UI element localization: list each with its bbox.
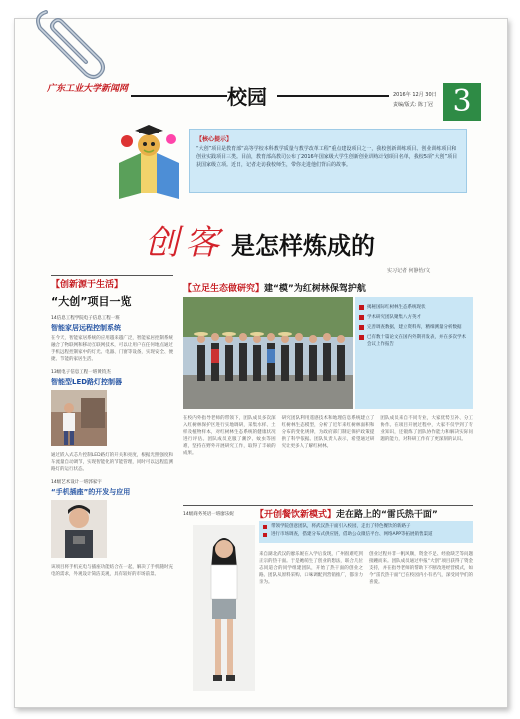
research-col-1: 在校内外指导老师的带领下，团队成员多次深入红树林保护区进行实地调研，采集水样、土样及植物样本，对红树林生态系统的健康状况进行评估。团队成员克服了潮汐、蚊虫等困难，坚持在野外开展研究工作，取得了丰硕的成果。 (183, 416, 276, 456)
highlight-item: 进行市场调查，搭建分布式供应链，借助公众微信平台、网络APP等拓展销售渠道 (263, 531, 469, 539)
section2-title: 建“模”为红树林保驾护航 (264, 284, 366, 294)
section3-portrait-photo (193, 525, 255, 691)
info-item: 学术研究团队聚集八方英才 (359, 314, 469, 321)
left-column (51, 277, 173, 578)
paperclip-icon (28, 2, 120, 80)
tips-body: “大创”项目是教育部“高等学校本科教学质量与教学改革工程”重点建设项目之一，我校创新训练项目、创业训练项目和创业实践项目三类。目前，教育部高教司公布了2016年国家级大学生创新创业训练计划项目名单，我校5项“大创”项目获国家级立项。近日，记者走访我校师生，带你走进他们背后的故事。 (196, 146, 458, 168)
headline-red-part: 创客 (145, 223, 225, 263)
item3-photo (51, 500, 107, 558)
item1-title: 智能家居远程控制系统 (51, 324, 121, 332)
tips-title: 【核心提示】 (196, 136, 233, 143)
section3-article (259, 549, 473, 586)
section2-label: 【立足生态做研究】 (183, 284, 265, 294)
item3-title: “手机插座”的开发与应用 (51, 488, 131, 496)
section3-label: 【开创餐饮新模式】 (255, 510, 337, 520)
item2-title: 智能型LED路灯控制器 (51, 378, 123, 386)
info-item: 揭秘国际红树林生态系统现状 (359, 304, 469, 311)
section3-title: 走在路上的“雷氏热干面” (336, 510, 438, 520)
section3-highlights (259, 521, 473, 543)
newspaper-page (14, 18, 508, 708)
core-tips-box (189, 129, 467, 193)
highlight-item: 带领学院创意团队，将武汉热干面引入校园，走出了特色餐饮的新路子 (263, 523, 469, 531)
research-col-3: 团队成员来自不同专业，大家优势互补、分工协作。在项目开展过程中，大家不仅学到了专业知识，还锻炼了团队协作能力和解决实际问题的能力，对科研工作有了更深刻的认识。 (380, 416, 474, 442)
section3-col-2: 创业过程并非一帆风顺，资金不足、经验缺乏等问题接踵而来。团队成员通过申报“大创”项目获得了资金支持，并在指导老师的帮助下不断改进经营模式，如今“雷氏热干面”已在校园内小有名气，深受同学们的喜爱。 (369, 552, 473, 585)
item2-body: 通过嵌入式芯片控制LED路灯的开关和亮度，根据光照强度和车流量自动调节，实现智能化的节能管理，同时可以远程监测路灯的运行状态。 (51, 453, 173, 472)
left-column-rule (51, 275, 173, 276)
item2-photo (51, 390, 107, 446)
section-title: 校园 (227, 85, 267, 109)
mascot-reading-illustration (111, 123, 187, 201)
item1-meta: 14信息工程学院电子信息工程一班 (51, 316, 120, 321)
headline-black-part: 是怎样炼成的 (231, 231, 375, 260)
item3-meta: 14级艺术设计一班郭家宇 (51, 480, 102, 485)
masthead-rule-right (277, 95, 389, 97)
research-col-2: 研究团队利用遥感技术和地理信息系统建立了红树林生态模型，分析了近年来红树林面积和分布的变化规律，为政府部门制定保护政策提供了科学依据。团队负责人表示，希望通过研究让更多人了解红树林。 (281, 416, 375, 449)
section3-heading (255, 507, 438, 520)
item1-body: 在今天，智能家居系统的应用越来越广泛，智能家居控制系统融合了物联网和移动互联网技术，可以让用户在任何地点通过手机远程控制家中的灯光、电器、门窗等设备，实现安全、便捷、节能的家居生活。 (51, 336, 173, 362)
info-item: 完善调查数据，建立资料库，精细测量分析数据 (359, 324, 469, 331)
group-photo (183, 297, 353, 409)
main-headline (145, 215, 375, 264)
research-article (183, 413, 473, 457)
masthead-rule-left (131, 95, 227, 97)
section3-col-1: 来自湖北武汉的廖乐妮在入学后发现，广州很难吃到正宗的热干面。于是她萌生了创业的想法，联合几位志同道合的同学组建团队，开始了热干面的创业之路。团队从原料采购、口味调配到营销推广，都亲力亲为。 (259, 552, 363, 585)
editor-credit: 责编/版式: 陈丁冠 (393, 102, 433, 108)
page-number-badge: 3 (443, 83, 481, 121)
byline: 实习记者 何静怡/文 (387, 268, 431, 274)
left-section-label: 【创新源于生活】 (51, 280, 124, 290)
section3-rule (183, 505, 473, 506)
masthead-logo: 广东工业大学新闻网 (47, 84, 129, 94)
research-info-box (355, 297, 473, 409)
section2-heading (183, 281, 366, 294)
item3-body: 该项目将手机充电与插座功能结合在一起，解决了手机随时充电的需求，外观设计简洁美观，具有较好的市场前景。 (51, 565, 173, 577)
issue-date: 2016年 12月 30日 (393, 92, 437, 98)
info-item: 已有数十篇论文在国内外期刊发表，并在多次学术会议上作报告 (359, 334, 469, 348)
left-section-subtitle: “大创”项目一览 (51, 295, 132, 308)
section3-photo-caption: 14级商务英语一班廖乐妮 (183, 512, 234, 517)
item2-meta: 13级电子信息工程一班黄钧杰 (51, 370, 111, 375)
